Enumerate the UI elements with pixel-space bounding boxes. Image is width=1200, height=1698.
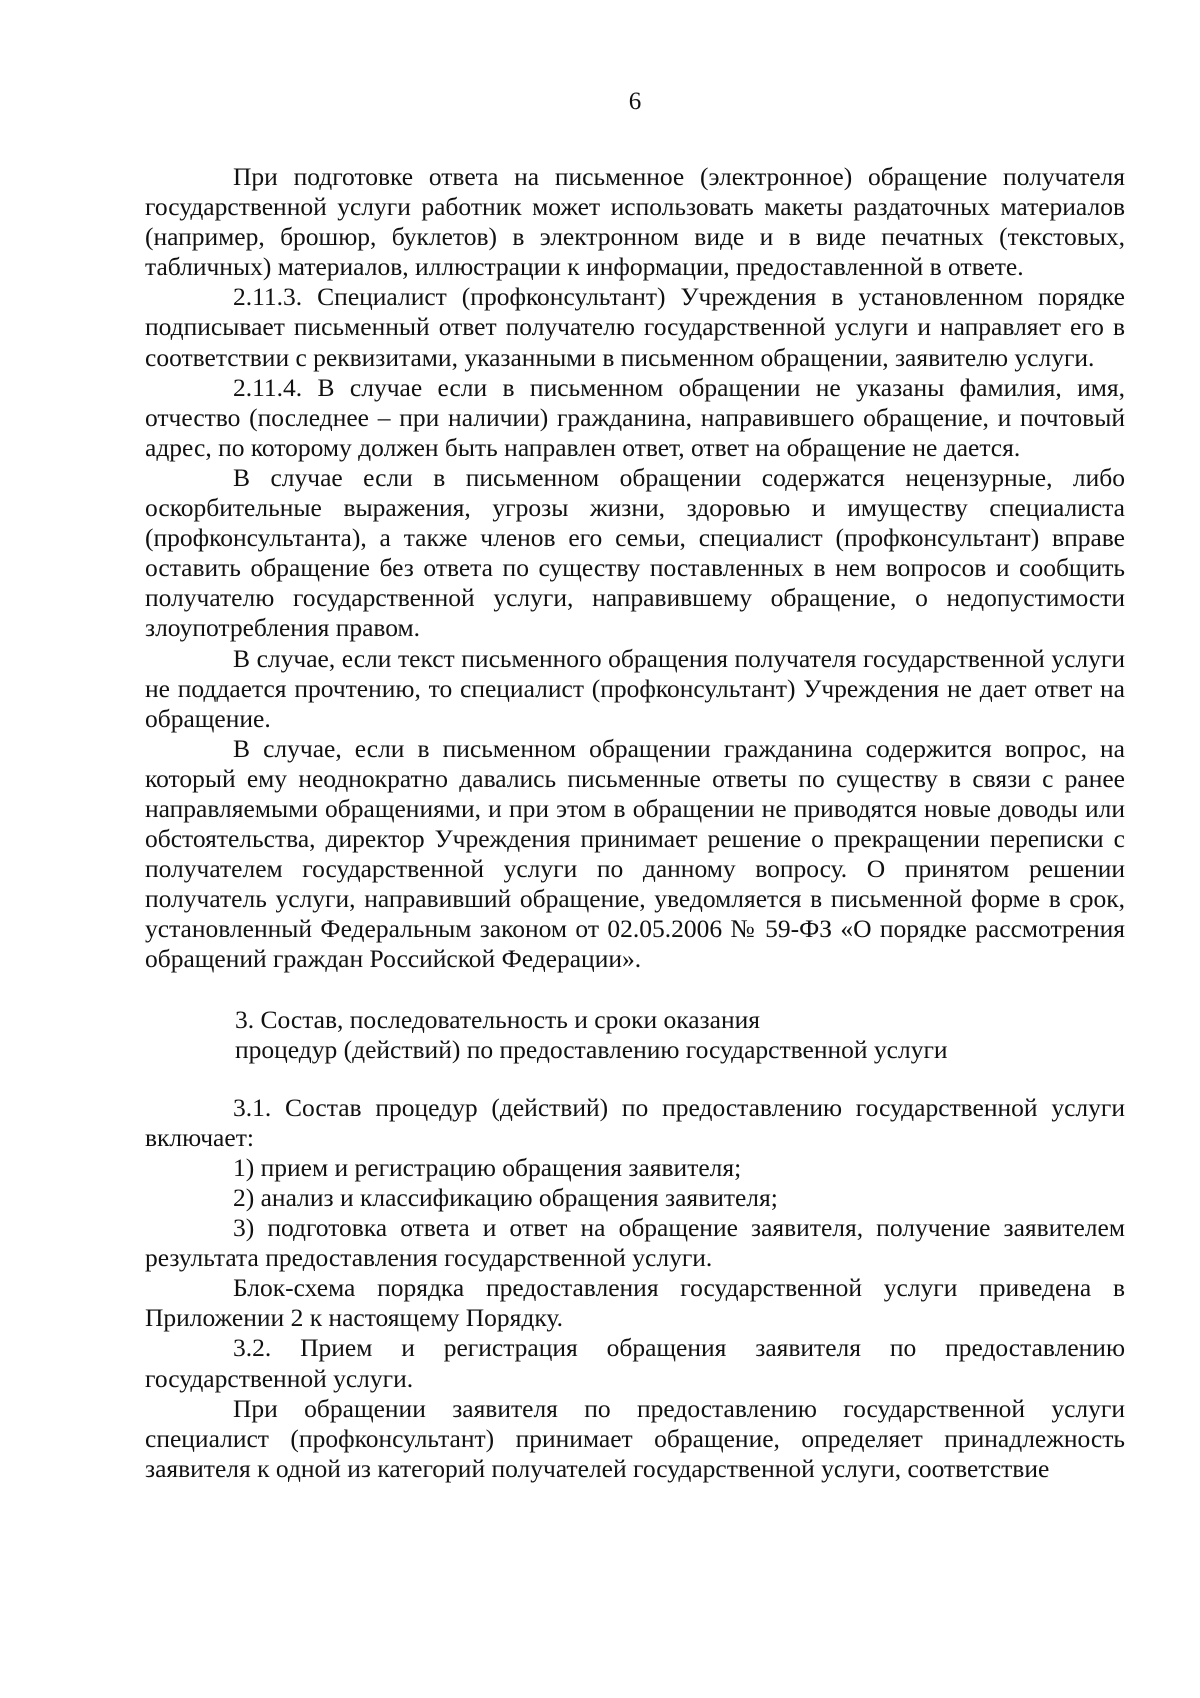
section-heading-line-1: 3. Состав, последовательность и сроки оказания <box>235 1004 760 1034</box>
section-heading <box>145 1005 1125 1065</box>
paragraph: Блок-схема порядка предоставления государственной услуги приведена в Приложении 2 к настоящему Порядку. <box>145 1273 1125 1333</box>
paragraph: При подготовке ответа на письменное (электронное) обращение получателя государственной услуги работник может использовать макеты раздаточных материалов (например, брошюр, буклетов) в электронном виде и в виде печатных (текстовых, табличных) материалов, иллюстрации к информации, предоставленной в ответе. <box>145 162 1125 282</box>
paragraph: 2.11.4. В случае если в письменном обращении не указаны фамилия, имя, отчество (последнее – при наличии) гражданина, направившего обращение, и почтовый адрес, по которому должен быть направлен ответ, ответ на обращение не дается. <box>145 372 1125 462</box>
paragraph: В случае, если текст письменного обращения получателя государственной услуги не поддается прочтению, то специалист (профконсультант) Учреждения не дает ответ на обращение. <box>145 643 1125 733</box>
paragraph: В случае, если в письменном обращении гражданина содержится вопрос, на который ему неоднократно давались письменные ответы по существу в связи с ранее направляемыми обращениями, и при этом в обращении не приводятся новые доводы или обстоятельства, директор Учреждения принимает решение о прекращении переписки с получателем государственной услуги по данному вопросу. О принятом решении получатель услуги, направивший обращение, уведомляется в письменной форме в срок, установленный Федеральным законом от 02.05.2006 № 59-ФЗ «О порядке рассмотрения обращений граждан Российской Федерации». <box>145 733 1125 974</box>
list-item: 1) прием и регистрацию обращения заявителя; <box>233 1152 742 1182</box>
paragraph: В случае если в письменном обращении содержатся нецензурные, либо оскорбительные выражения, угрозы жизни, здоровью и имуществу специалиста (профконсультанта), а также членов его семьи, специалист (профконсультант) вправе оставить обращение без ответа по существу поставленных в нем вопросов и сообщить получателю государственной услуги, направившему обращение, о недопустимости злоупотребления правом. <box>145 462 1125 643</box>
list-item: 2) анализ и классификацию обращения заявителя; <box>233 1183 778 1212</box>
list-item: 3) подготовка ответа и ответ на обращение заявителя, получение заявителем результата предоставления государственной услуги. <box>145 1213 1125 1273</box>
paragraph: 3.2. Прием и регистрация обращения заявителя по предоставлению государственной услуги. <box>145 1333 1125 1393</box>
section-heading-line-2: процедур (действий) по предоставлению государственной услуги <box>235 1034 948 1064</box>
paragraph: 2.11.3. Специалист (профконсультант) Учреждения в установленном порядке подписывает письменный ответ получателю государственной услуги и направляет его в соответствии с реквизитами, указанными в письменном обращении, заявителю услуги. <box>145 282 1125 372</box>
document-body <box>145 162 1125 1484</box>
paragraph: При обращении заявителя по предоставлению государственной услуги специалист (профконсультант) принимает обращение, определяет принадлежность заявителя к одной из категорий получателей государственной услуги, соответствие <box>145 1393 1125 1483</box>
paragraph: 3.1. Состав процедур (действий) по предоставлению государственной услуги включает: <box>145 1092 1125 1152</box>
page-number: 6 <box>628 88 642 115</box>
